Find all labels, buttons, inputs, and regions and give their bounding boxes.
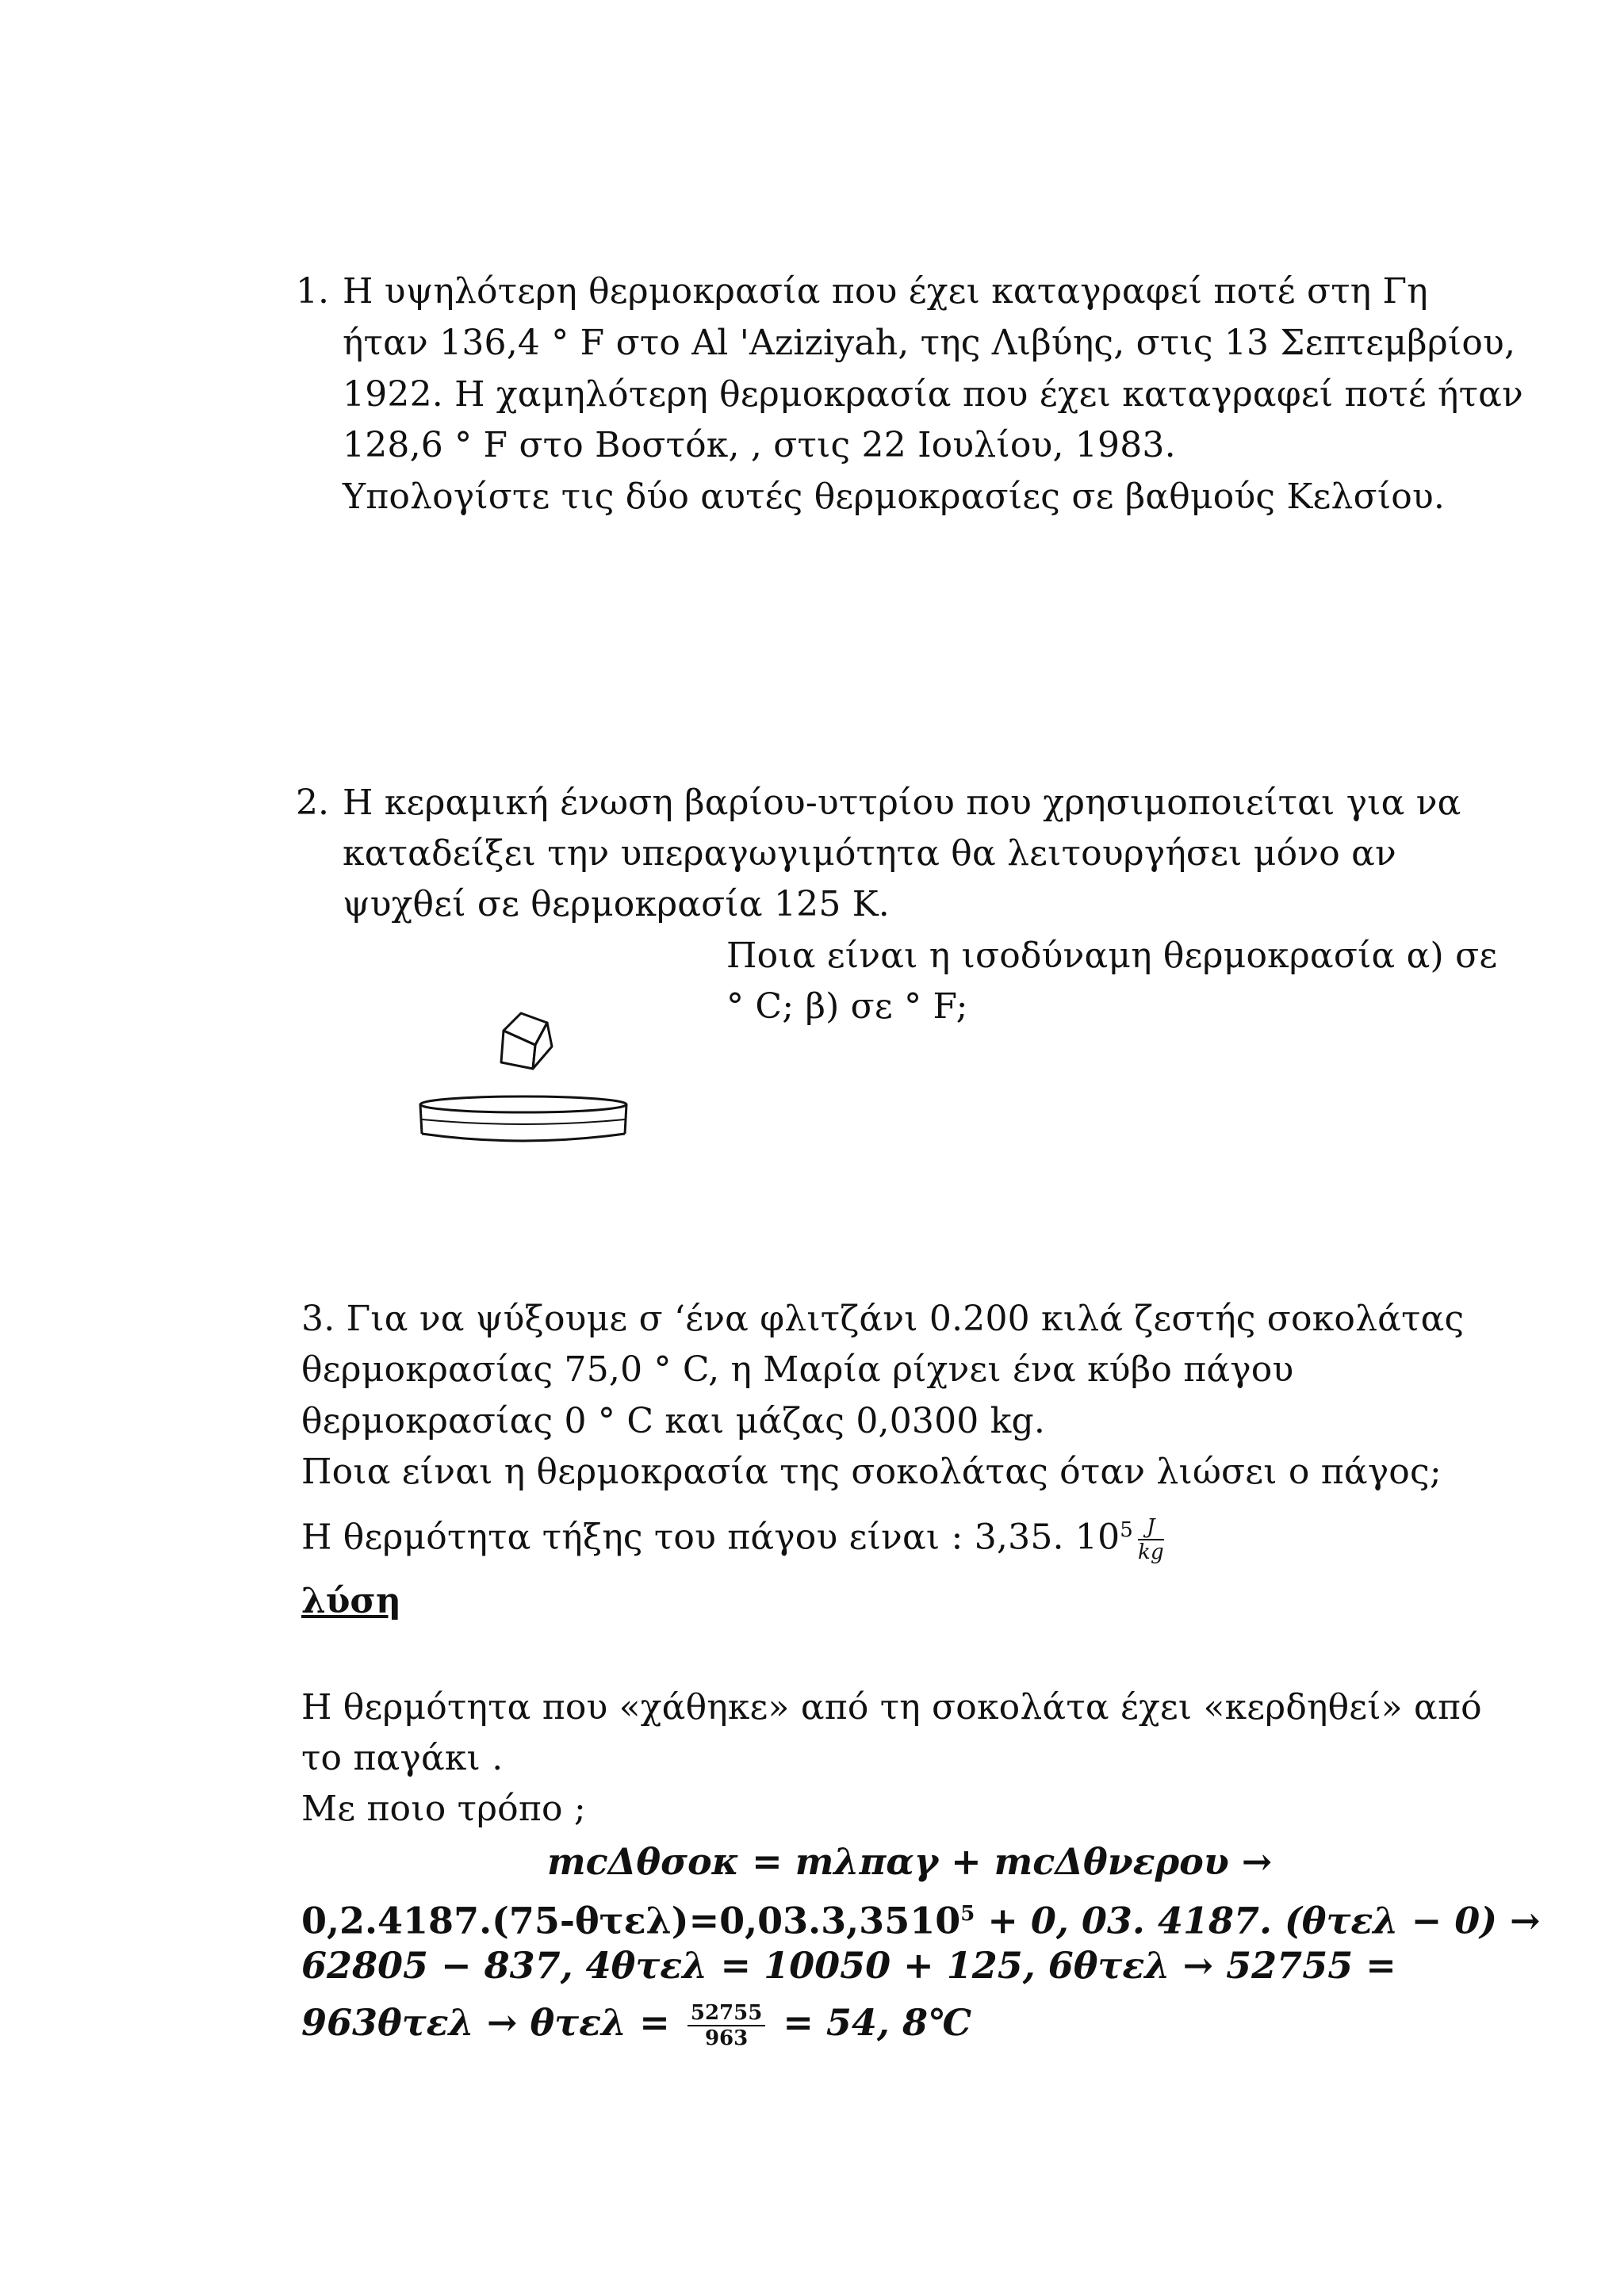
problem-3-line-2: θερμοκρασίας 75,0 ° C, η Μαρία ρίχνει ένα κύβο πάγου [301,1349,1294,1390]
solution-line-3: Με ποιο τρόπο ; [301,1789,586,1829]
problem-3-line-4: Ποια είναι η θερμοκρασία της σοκολάτας όταν λιώσει ο πάγος; [301,1452,1442,1492]
superconductor-levitation-figure [404,999,642,1158]
fraction-denominator: 963 [704,2026,749,2050]
equation-1: mcΔθσοκ = mλπαγ + mcΔθνερου → [547,1840,1273,1883]
problem-3-line-3: θερμοκρασίας 0 ° C και μάζας 0,0300 kg. [301,1401,1046,1441]
unit-denominator: kg [1138,1540,1164,1565]
problem-1-line-1: Η υψηλότερη θερμοκρασία που έχει καταγραφεί ποτέ στη Γη [343,271,1428,312]
problem-2-line-3: ψυχθεί σε θερμοκρασία 125 K. [343,884,890,924]
disk-icon [420,1096,626,1141]
latent-heat-unit [1138,1515,1164,1564]
solution-heading: λύση [301,1581,401,1621]
cube-icon [501,1013,552,1069]
equation-3: 62805 − 837, 4θτελ = 10050 + 125, 6θτελ → 52755 = [301,1944,1396,1987]
latent-heat-line [301,1506,1169,1564]
problem-1-line-3: 1922. Η χαμηλότερη θερμοκρασία που έχει καταγραφεί ποτέ ήταν [343,374,1523,415]
problem-1-line-5: Υπολογίστε τις δύο αυτές θερμοκρασίες σε βαθμούς Κελσίου. [343,476,1446,517]
problem-2-question-2: ° C; β) σε ° F; [726,986,968,1027]
problem-2-question-1: Ποια είναι η ισοδύναμη θερμοκρασία α) σε [726,936,1498,976]
problem-2-number: 2. [296,783,329,823]
unit-numerator: J [1138,1515,1164,1540]
equation-2 [301,1889,1541,1945]
equation-2-exponent: 5 [960,1902,975,1926]
problem-2-line-1: Η κεραμική ένωση βαρίου-υττρίου που χρησιμοποιείται για να [343,783,1461,823]
equation-2-rest: + 0, 03. 4187. (θτελ − 0) → [975,1899,1541,1942]
problem-1-line-4: 128,6 ° F στο Βοστόκ, , στις 22 Ιουλίου, 1983. [343,425,1176,465]
solution-line-2: το παγάκι . [301,1738,504,1778]
problem-3-line-1: 3. Για να ψύξουμε σ ‘ένα φλιτζάνι 0.200 κιλά ζεστής σοκολάτας [301,1299,1465,1339]
equation-2-start: 0,2.4187.(75-θτελ)=0,03.3,3510 [301,1899,961,1942]
latent-heat-prefix: Η θερμότητα τήξης του πάγου είναι : 3,35. 10 [301,1517,1120,1558]
problem-1-line-2: ήταν 136,4 ° F στο Al 'Aziziyah, της Λιβύης, στις 13 Σεπτεμβρίου, [343,323,1516,363]
equation-4-suffix: = 54, 8℃ [770,2001,972,2044]
equation-4 [301,1998,971,2050]
fraction-numerator: 52755 [688,2001,765,2026]
problem-1-number: 1. [296,271,329,312]
latent-heat-exponent: 5 [1120,1518,1134,1542]
equation-4-fraction [688,2001,765,2050]
solution-line-1: Η θερμότητα που «χάθηκε» από τη σοκολάτα έχει «κερδηθεί» από [301,1687,1482,1728]
problem-2-line-2: καταδείξει την υπεραγωγιμότητα θα λειτουργήσει μόνο αν [343,833,1396,874]
equation-4-prefix: 963θτελ → θτελ = [301,2001,683,2044]
